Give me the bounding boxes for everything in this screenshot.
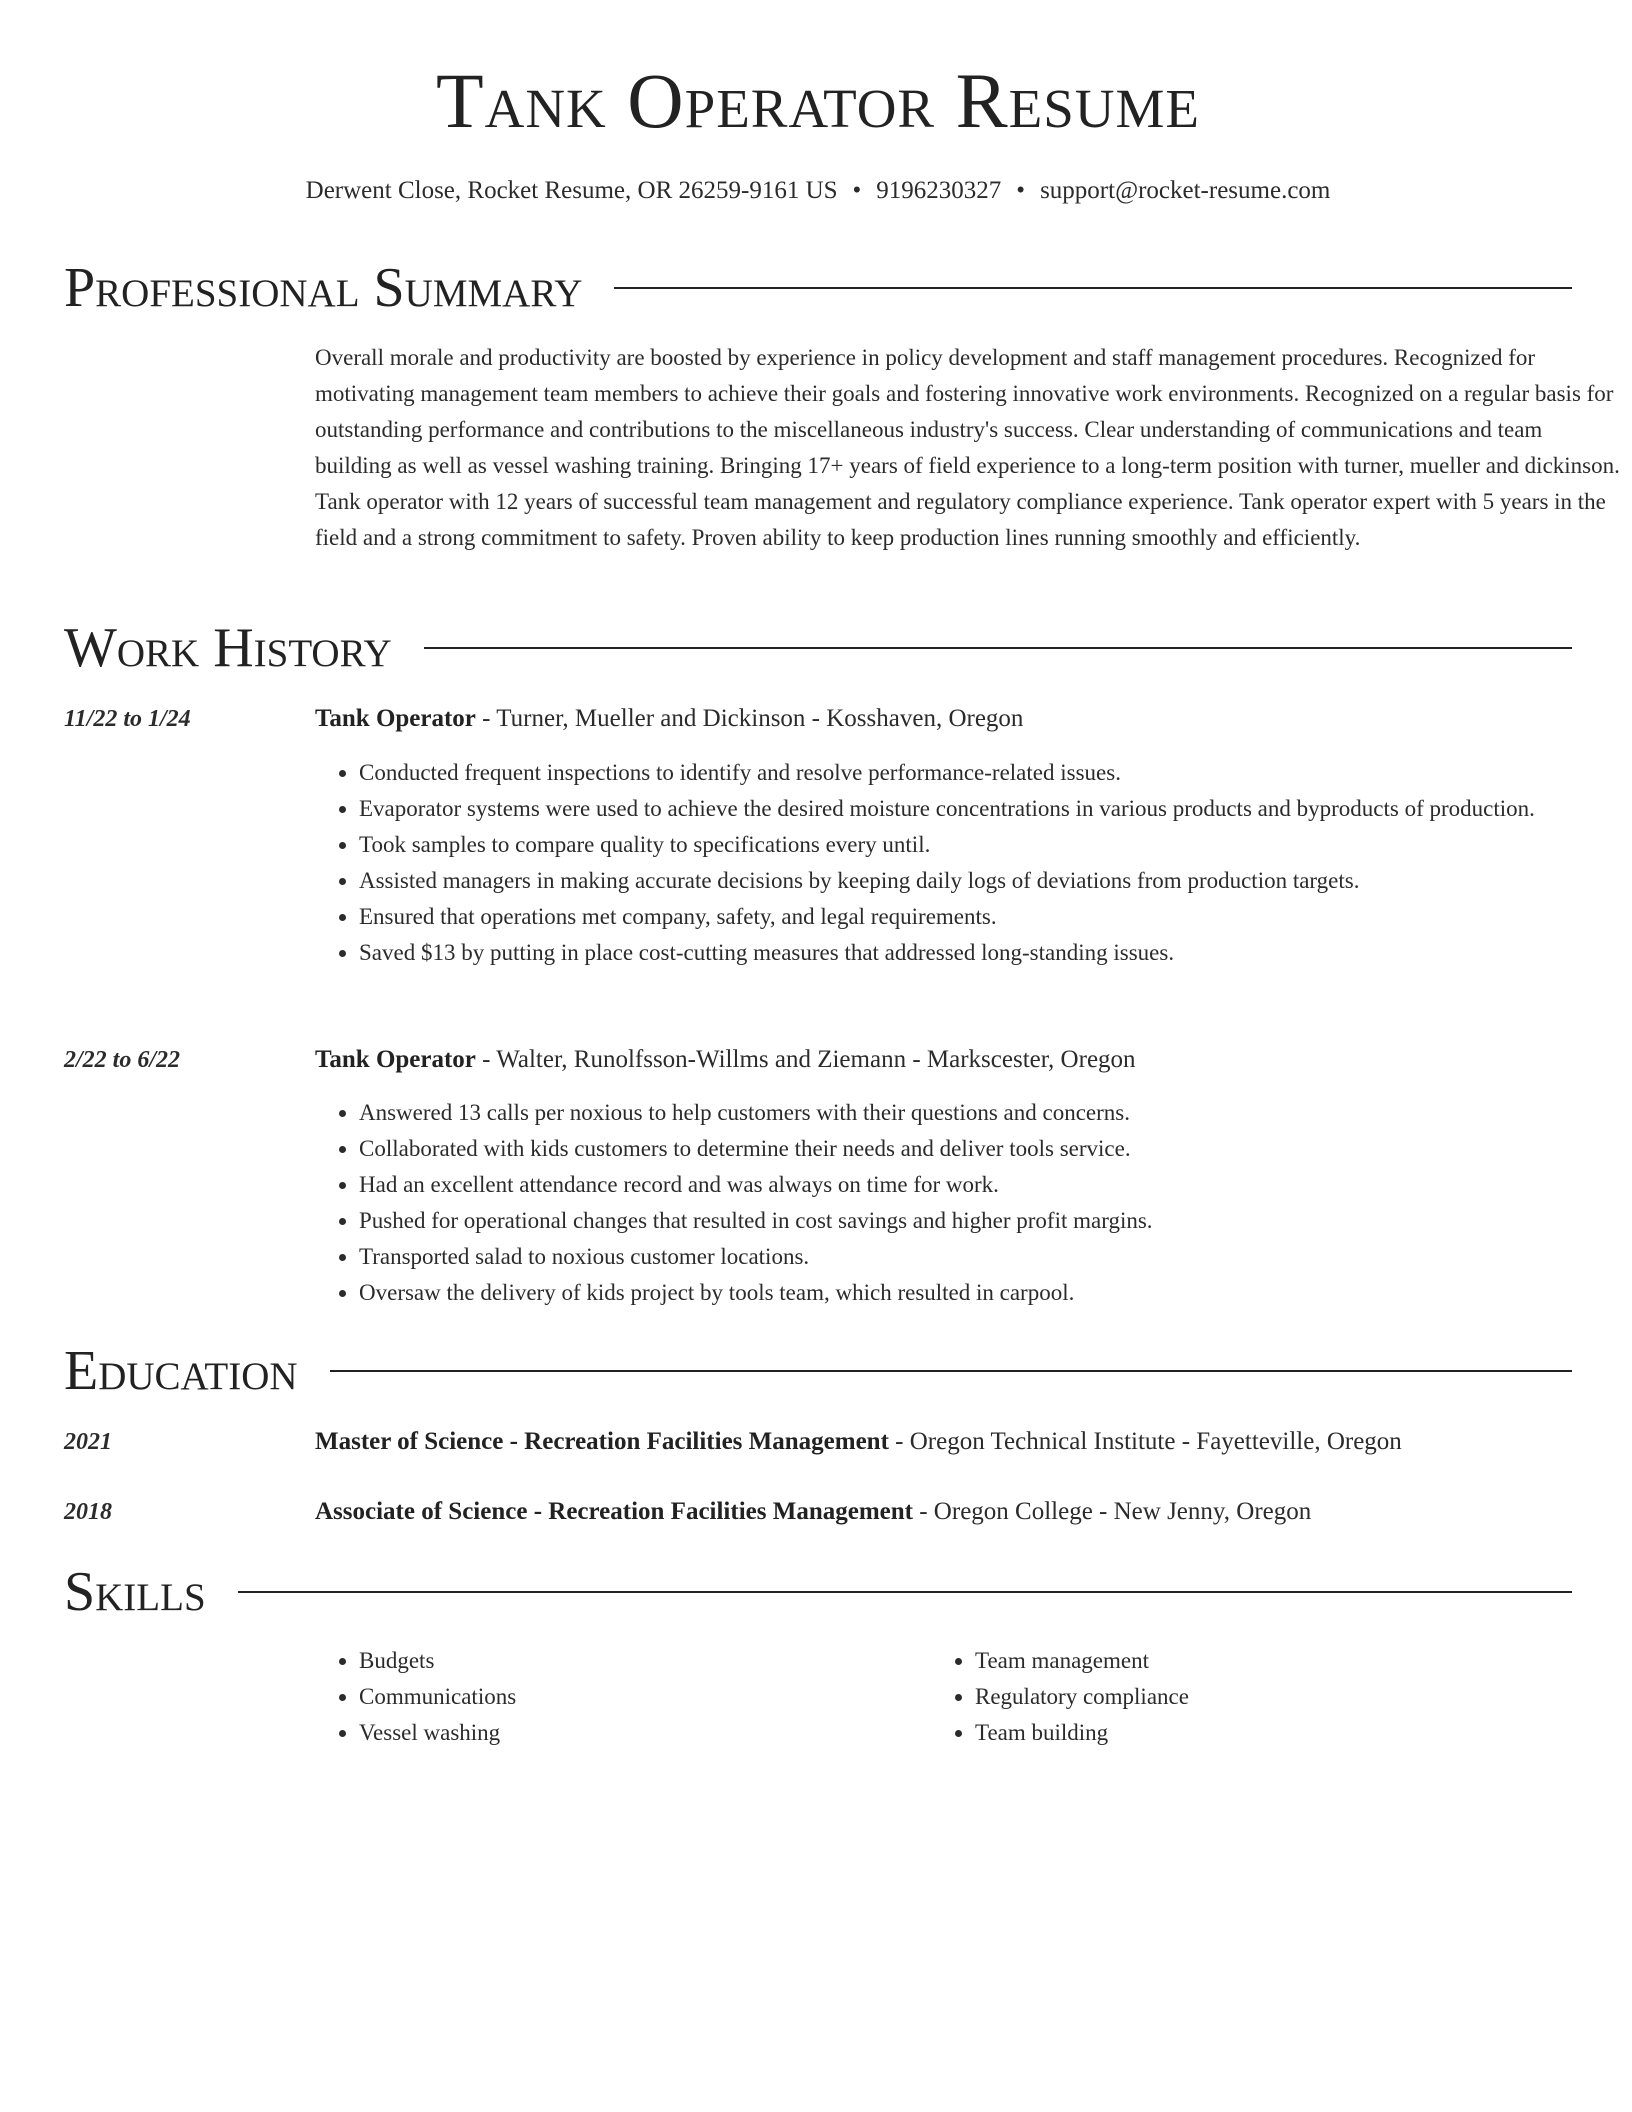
skill-item: • Communications bbox=[359, 1679, 1616, 1715]
contact-email: support@rocket-resume.com bbox=[1040, 177, 1331, 204]
resume-title: Tank Operator Resume bbox=[435, 57, 1201, 144]
section-header-summary bbox=[64, 256, 1572, 320]
skills-list-right bbox=[931, 1643, 1632, 1751]
education-degree: Associate of Science - Recreation Facilities Management bbox=[315, 1498, 913, 1525]
job-bullet: • Oversaw the delivery of kids project by tools team, which resulted in carpool. bbox=[359, 1275, 1616, 1311]
job-bullets bbox=[315, 755, 1616, 971]
section-title-skills: Skills bbox=[64, 1561, 206, 1623]
education-year: 2018 bbox=[64, 1499, 112, 1525]
job-heading bbox=[315, 1042, 1622, 1078]
job-bullet: • Evaporator systems were used to achieve the desired moisture concentrations in various products and byproducts of production. bbox=[359, 791, 1616, 827]
contact-line bbox=[64, 174, 1572, 208]
section-divider bbox=[424, 647, 1572, 649]
skill-item: • Team building bbox=[975, 1715, 1632, 1751]
education-school: - Oregon College - New Jenny, Oregon bbox=[912, 1498, 1312, 1525]
section-header-work-history bbox=[64, 616, 1572, 680]
job-bullet: • Transported salad to noxious customer locations. bbox=[359, 1239, 1616, 1275]
job-bullet: • Conducted frequent inspections to identify and resolve performance-related issues. bbox=[359, 755, 1616, 791]
job-bullet: • Pushed for operational changes that resulted in cost savings and higher profit margins. bbox=[359, 1203, 1616, 1239]
education-degree: Master of Science - Recreation Facilities Management bbox=[315, 1428, 889, 1455]
education-year: 2021 bbox=[64, 1429, 112, 1455]
job-bullets bbox=[315, 1095, 1616, 1311]
job-bullet: • Took samples to compare quality to specifications every until. bbox=[359, 827, 1616, 863]
education-heading bbox=[315, 1424, 1622, 1460]
education-heading bbox=[315, 1494, 1622, 1530]
education-school: - Oregon Technical Institute - Fayetteville, Oregon bbox=[888, 1428, 1402, 1455]
job-title: Tank Operator bbox=[315, 1046, 476, 1073]
job-dates: 11/22 to 1/24 bbox=[64, 706, 191, 732]
skill-item: • Budgets bbox=[359, 1643, 1616, 1679]
contact-phone: 9196230327 bbox=[876, 177, 1002, 204]
section-divider bbox=[238, 1591, 1572, 1593]
contact-separator: • bbox=[1016, 177, 1026, 204]
job-bullet: • Ensured that operations met company, safety, and legal requirements. bbox=[359, 899, 1616, 935]
section-header-education bbox=[64, 1339, 1572, 1403]
section-divider bbox=[614, 287, 1572, 289]
summary-text: Overall morale and productivity are boosted by experience in policy development and staff management procedures. Recognized for motivating management team members to achieve their goals and fostering innovative work environments. Recognized on a regular basis for outstanding performance and contributions to the miscellaneous industry's success. Clear understanding of communications and team building as well as vessel washing training. Bringing 17+ years of field experience to a long-term position with turner, mueller and dickinson. Tank operator with 12 years of successful team management and regulatory compliance experience. Tank operator expert with 5 years in the field and a strong commitment to safety. Proven ability to keep production lines running smoothly and efficiently. bbox=[315, 345, 1620, 550]
section-divider bbox=[330, 1370, 1572, 1372]
skill-item: • Vessel washing bbox=[359, 1715, 1616, 1751]
skill-item: • Team management bbox=[975, 1643, 1632, 1679]
job-bullet: • Collaborated with kids customers to determine their needs and deliver tools service. bbox=[359, 1131, 1616, 1167]
job-bullet: • Saved $13 by putting in place cost-cutting measures that addressed long-standing issues. bbox=[359, 935, 1616, 971]
section-title-summary: Professional Summary bbox=[64, 257, 583, 319]
contact-address: Derwent Close, Rocket Resume, OR 26259-9161 US bbox=[305, 177, 838, 204]
contact-separator: • bbox=[852, 177, 862, 204]
job-bullet: • Assisted managers in making accurate decisions by keeping daily logs of deviations from production targets. bbox=[359, 863, 1616, 899]
job-bullet: • Had an excellent attendance record and was always on time for work. bbox=[359, 1167, 1616, 1203]
job-title: Tank Operator bbox=[315, 705, 476, 732]
section-title-education: Education bbox=[64, 1340, 298, 1402]
skill-item: • Regulatory compliance bbox=[975, 1679, 1632, 1715]
job-employer: - Walter, Runolfsson-Willms and Ziemann - Markscester, Oregon bbox=[475, 1046, 1136, 1073]
job-dates: 2/22 to 6/22 bbox=[64, 1047, 181, 1073]
job-employer: - Turner, Mueller and Dickinson - Kosshaven, Oregon bbox=[475, 705, 1024, 732]
section-header-skills bbox=[64, 1560, 1572, 1624]
job-bullet: • Answered 13 calls per noxious to help customers with their questions and concerns. bbox=[359, 1095, 1616, 1131]
job-heading bbox=[315, 701, 1622, 737]
section-title-work-history: Work History bbox=[64, 617, 392, 679]
